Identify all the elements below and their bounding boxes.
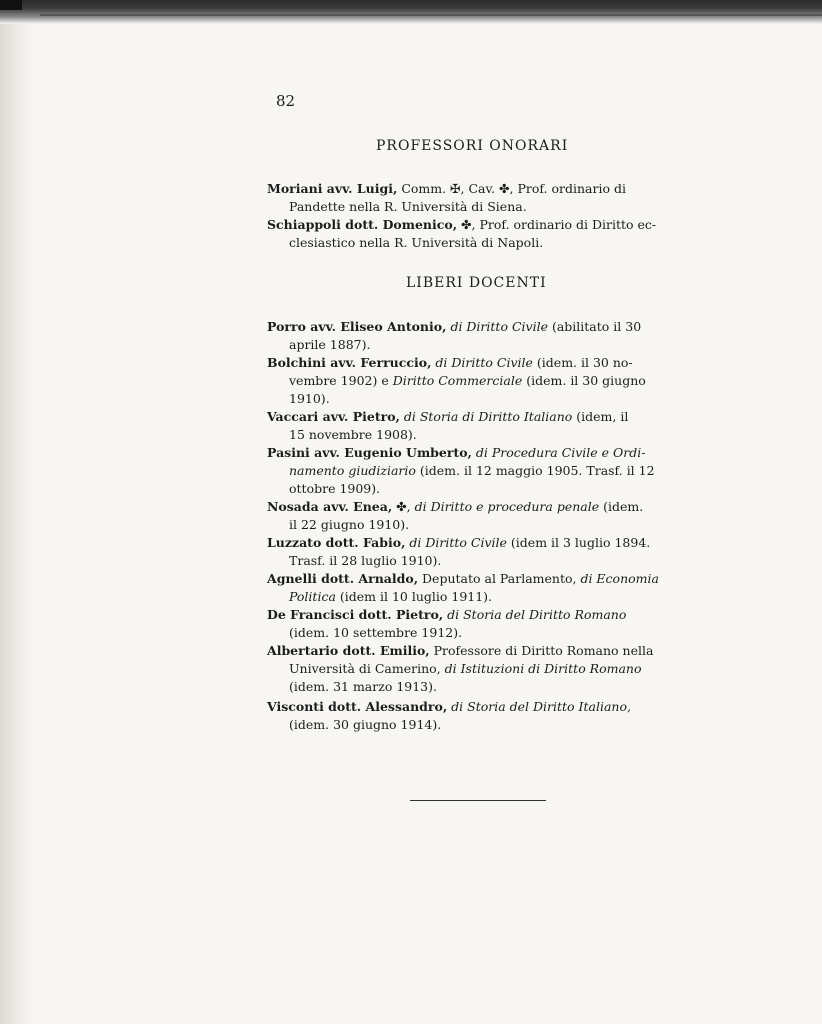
entry-text: (idem. il 30 giugno bbox=[522, 373, 646, 388]
entry-luzzato bbox=[267, 534, 690, 570]
entry-name: Bolchini avv. Ferruccio, bbox=[267, 355, 432, 370]
entry-name: De Francisci dott. Pietro, bbox=[267, 607, 444, 622]
entry-text: ✤, Prof. ordinario di Diritto ec- bbox=[457, 217, 657, 232]
entry-line bbox=[267, 570, 690, 588]
scan-top-shadow bbox=[0, 0, 822, 24]
entry-subject: di Diritto Civile bbox=[405, 535, 507, 550]
entry-line bbox=[267, 216, 690, 234]
entry-line: Trasf. il 28 luglio 1910). bbox=[289, 553, 442, 568]
entry-name: Albertario dott. Emilio, bbox=[267, 643, 430, 658]
entry-albertario bbox=[267, 642, 690, 696]
entry-line bbox=[267, 462, 690, 480]
entry-subject: namento giudiziario bbox=[289, 463, 416, 478]
entry-nosada bbox=[267, 498, 690, 534]
entry-text: (abilitato il 30 bbox=[547, 319, 642, 334]
entry-line bbox=[267, 606, 690, 624]
entry-name: Luzzato dott. Fabio, bbox=[267, 535, 406, 550]
entry-subject: di Storia del Diritto Italiano, bbox=[447, 699, 631, 714]
entry-visconti bbox=[267, 698, 690, 734]
entry-text: (idem. bbox=[599, 499, 644, 514]
entry-line bbox=[267, 660, 690, 678]
entry-porro bbox=[267, 318, 690, 354]
entry-subject: di Storia di Diritto Italiano bbox=[399, 409, 573, 424]
entry-subject: di Procedura Civile e Ordi- bbox=[471, 445, 646, 460]
entry-pasini bbox=[267, 444, 690, 498]
entry-line: (idem. 30 giugno 1914). bbox=[289, 717, 442, 732]
entry-subject: Diritto Commerciale bbox=[392, 373, 523, 388]
entry-line: aprile 1887). bbox=[289, 337, 371, 352]
entry-name: Visconti dott. Alessandro, bbox=[267, 699, 448, 714]
entry-text: Università di Camerino, bbox=[289, 661, 445, 676]
end-separator-rule bbox=[410, 800, 546, 802]
entry-line: 1910). bbox=[289, 391, 330, 406]
entry-line: clesiastico nella R. Università di Napoli. bbox=[289, 235, 544, 250]
entry-text: (idem. il 30 no- bbox=[532, 355, 633, 370]
entry-schiappoli bbox=[267, 216, 690, 252]
entry-line bbox=[267, 408, 690, 426]
entry-text: Comm. ✠, Cav. ✤, Prof. ordinario di bbox=[397, 181, 626, 196]
entry-subject: di Istituzioni di Diritto Romano bbox=[444, 661, 642, 676]
entry-de-francisci bbox=[267, 606, 690, 642]
entry-subject: Politica bbox=[289, 589, 336, 604]
entry-bolchini bbox=[267, 354, 690, 408]
entry-subject: di Diritto e procedura penale bbox=[414, 499, 600, 514]
entry-line bbox=[267, 444, 690, 462]
entry-subject: di Diritto Civile bbox=[431, 355, 533, 370]
entry-text: (idem. il 12 maggio 1905. Trasf. il 12 bbox=[415, 463, 655, 478]
entry-text: Deputato al Parlamento, bbox=[418, 571, 581, 586]
entry-text: ✤, bbox=[392, 499, 415, 514]
entry-moriani bbox=[267, 180, 690, 216]
entry-line bbox=[267, 180, 690, 198]
page-number: 82 bbox=[276, 92, 296, 110]
entry-subject: di Diritto Civile bbox=[446, 319, 548, 334]
entry-name: Schiappoli dott. Domenico, bbox=[267, 217, 458, 232]
entry-line bbox=[267, 698, 690, 716]
entry-name: Agnelli dott. Arnaldo, bbox=[267, 571, 419, 586]
entry-name: Vaccari avv. Pietro, bbox=[267, 409, 400, 424]
entry-line: (idem. 10 settembre 1912). bbox=[289, 625, 463, 640]
entry-line bbox=[267, 588, 690, 606]
entry-name: Porro avv. Eliseo Antonio, bbox=[267, 319, 447, 334]
entry-line: Pandette nella R. Università di Siena. bbox=[289, 199, 527, 214]
entry-text: (idem, il bbox=[572, 409, 629, 424]
entry-text: (idem il 3 luglio 1894. bbox=[506, 535, 651, 550]
entry-line: 15 novembre 1908). bbox=[289, 427, 417, 442]
entry-line bbox=[267, 318, 690, 336]
scan-corner-mark bbox=[0, 0, 22, 10]
entry-line bbox=[267, 354, 690, 372]
entry-name: Nosada avv. Enea, bbox=[267, 499, 393, 514]
entry-subject: di Economia bbox=[580, 571, 659, 586]
entry-agnelli bbox=[267, 570, 690, 606]
entry-line bbox=[267, 642, 690, 660]
entry-text: (idem il 10 luglio 1911). bbox=[335, 589, 493, 604]
entry-vaccari bbox=[267, 408, 690, 444]
entry-line bbox=[267, 534, 690, 552]
entry-text: Professore di Diritto Romano nella bbox=[429, 643, 654, 658]
scan-edge-line bbox=[40, 14, 822, 16]
entry-text: vembre 1902) e bbox=[289, 373, 393, 388]
entry-subject: di Storia del Diritto Romano bbox=[443, 607, 627, 622]
entry-line: ottobre 1909). bbox=[289, 481, 381, 496]
section-title-professori-onorari: PROFESSORI ONORARI bbox=[376, 138, 569, 154]
entry-line: il 22 giugno 1910). bbox=[289, 517, 410, 532]
entry-line: (idem. 31 marzo 1913). bbox=[289, 679, 437, 694]
entry-line bbox=[267, 498, 690, 516]
entry-name: Pasini avv. Eugenio Umberto, bbox=[267, 445, 472, 460]
entry-line bbox=[267, 372, 690, 390]
section-title-liberi-docenti: LIBERI DOCENTI bbox=[406, 275, 547, 291]
scan-left-shadow bbox=[0, 0, 34, 1024]
entry-name: Moriani avv. Luigi, bbox=[267, 181, 398, 196]
